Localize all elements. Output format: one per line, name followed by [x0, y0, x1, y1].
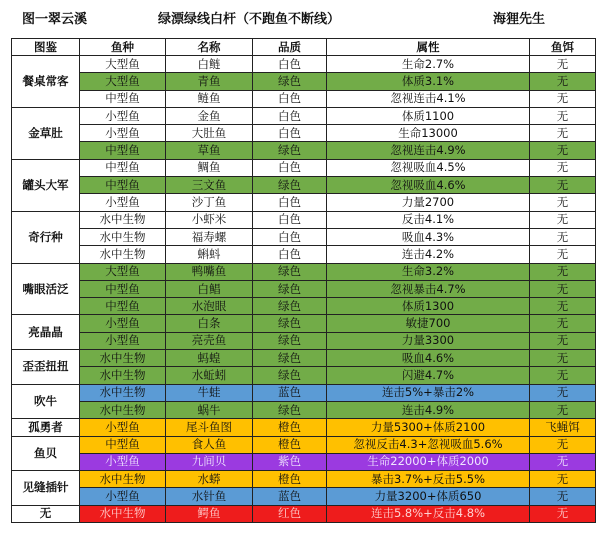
attribute-cell: 力量2700: [327, 194, 530, 211]
bait-cell: 无: [530, 436, 596, 453]
fish-table: [11, 38, 596, 523]
fish-name-cell: 水蚯蚓: [166, 367, 253, 384]
fish-name-cell: 鸭嘴鱼: [166, 263, 253, 280]
fish-type-cell: 水中生物: [80, 505, 166, 522]
attribute-cell: 体质1300: [327, 298, 530, 315]
bait-cell: 无: [530, 350, 596, 367]
bait-cell: 无: [530, 211, 596, 228]
header: [0, 0, 604, 38]
bait-cell: 无: [530, 246, 596, 263]
fish-type-cell: 中型鱼: [80, 436, 166, 453]
quality-cell: 白色: [253, 125, 327, 142]
quality-cell: 绿色: [253, 401, 327, 418]
bait-cell: 无: [530, 315, 596, 332]
attribute-cell: 生命13000: [327, 125, 530, 142]
quality-cell: 白色: [253, 159, 327, 176]
fish-name-cell: 鳄鱼: [166, 505, 253, 522]
column-header: 品质: [253, 39, 327, 56]
table-row: [12, 384, 596, 401]
fish-type-cell: 水中生物: [80, 401, 166, 418]
attribute-cell: 生命22000+体质2000: [327, 453, 530, 470]
fish-type-cell: 小型鱼: [80, 125, 166, 142]
attribute-cell: 连击4.2%: [327, 246, 530, 263]
attribute-cell: 吸血4.6%: [327, 350, 530, 367]
fish-type-cell: 小型鱼: [80, 107, 166, 124]
collection-group-cell: 嘴眼活泛: [12, 263, 80, 315]
attribute-cell: 忽视反击4.3+忽视吸血5.6%: [327, 436, 530, 453]
fish-name-cell: 九间贝: [166, 453, 253, 470]
table-row: [12, 228, 596, 245]
collection-group-cell: 歪歪扭扭: [12, 350, 80, 385]
collection-group-cell: 罐头大军: [12, 159, 80, 211]
fish-name-cell: 水蟒: [166, 471, 253, 488]
fish-type-cell: 水中生物: [80, 246, 166, 263]
author-label: 图一翠云溪: [22, 12, 88, 27]
fish-name-cell: 食人鱼: [166, 436, 253, 453]
quality-cell: 白色: [253, 211, 327, 228]
table-row: [12, 419, 596, 436]
attribute-cell: 敏捷700: [327, 315, 530, 332]
fish-type-cell: 小型鱼: [80, 453, 166, 470]
attribute-cell: 力量3300: [327, 332, 530, 349]
fish-type-cell: 水中生物: [80, 228, 166, 245]
quality-cell: 白色: [253, 56, 327, 73]
bait-cell: 无: [530, 177, 596, 194]
fish-name-cell: 沙丁鱼: [166, 194, 253, 211]
table-row: [12, 73, 596, 90]
quality-cell: 绿色: [253, 350, 327, 367]
fish-name-cell: 蚂蝗: [166, 350, 253, 367]
fish-name-cell: 鲢鱼: [166, 90, 253, 107]
page-title: 绿漂绿线白杆（不跑鱼不断线）: [158, 12, 341, 27]
bait-cell: 无: [530, 453, 596, 470]
table-row: [12, 194, 596, 211]
fish-type-cell: 小型鱼: [80, 332, 166, 349]
bait-cell: 无: [530, 332, 596, 349]
attribute-cell: 闪避4.7%: [327, 367, 530, 384]
quality-cell: 橙色: [253, 471, 327, 488]
fish-name-cell: 小虾米: [166, 211, 253, 228]
table-row: [12, 298, 596, 315]
attribute-cell: 连击5.8%+反击4.8%: [327, 505, 530, 522]
fish-type-cell: 中型鱼: [80, 177, 166, 194]
fish-name-cell: 蜗牛: [166, 401, 253, 418]
table-row: [12, 505, 596, 522]
fish-type-cell: 水中生物: [80, 211, 166, 228]
bait-cell: 无: [530, 263, 596, 280]
table-row: [12, 159, 596, 176]
fish-type-cell: 大型鱼: [80, 263, 166, 280]
fish-type-cell: 水中生物: [80, 384, 166, 401]
table-row: [12, 488, 596, 505]
attribute-cell: 忽视吸血4.5%: [327, 159, 530, 176]
column-header: 图鉴: [12, 39, 80, 56]
bait-cell: 无: [530, 107, 596, 124]
fish-name-cell: 三文鱼: [166, 177, 253, 194]
table-row: [12, 263, 596, 280]
fish-type-cell: 中型鱼: [80, 298, 166, 315]
bait-cell: 无: [530, 159, 596, 176]
bait-cell: 飞蝇饵: [530, 419, 596, 436]
fish-name-cell: 金鱼: [166, 107, 253, 124]
table-row: [12, 280, 596, 297]
quality-cell: 绿色: [253, 280, 327, 297]
quality-cell: 蓝色: [253, 384, 327, 401]
fish-type-cell: 大型鱼: [80, 73, 166, 90]
quality-cell: 橙色: [253, 436, 327, 453]
fish-name-cell: 福寿螺: [166, 228, 253, 245]
bait-cell: 无: [530, 125, 596, 142]
fish-type-cell: 水中生物: [80, 367, 166, 384]
quality-cell: 绿色: [253, 367, 327, 384]
bait-cell: 无: [530, 142, 596, 159]
bait-cell: 无: [530, 401, 596, 418]
quality-cell: 白色: [253, 107, 327, 124]
quality-cell: 绿色: [253, 177, 327, 194]
fish-type-cell: 水中生物: [80, 350, 166, 367]
column-header: 属性: [327, 39, 530, 56]
quality-cell: 蓝色: [253, 488, 327, 505]
fish-name-cell: 亮壳鱼: [166, 332, 253, 349]
quality-cell: 白色: [253, 228, 327, 245]
bait-cell: 无: [530, 505, 596, 522]
table-row: [12, 142, 596, 159]
column-header: 名称: [166, 39, 253, 56]
collection-group-cell: 餐桌常客: [12, 56, 80, 108]
fish-type-cell: 中型鱼: [80, 90, 166, 107]
table-row: [12, 401, 596, 418]
quality-cell: 绿色: [253, 263, 327, 280]
table-row: [12, 90, 596, 107]
fish-name-cell: 草鱼: [166, 142, 253, 159]
collection-group-cell: 吹牛: [12, 384, 80, 419]
quality-cell: 白色: [253, 194, 327, 211]
quality-cell: 紫色: [253, 453, 327, 470]
attribute-cell: 生命2.7%: [327, 56, 530, 73]
fish-name-cell: 青鱼: [166, 73, 253, 90]
quality-cell: 绿色: [253, 142, 327, 159]
attribute-cell: 忽视连击4.1%: [327, 90, 530, 107]
bait-cell: 无: [530, 384, 596, 401]
table-header-row: [12, 39, 596, 56]
fish-name-cell: 水针鱼: [166, 488, 253, 505]
table-row: [12, 436, 596, 453]
attribute-cell: 力量5300+体质2100: [327, 419, 530, 436]
fish-name-cell: 白鲢: [166, 56, 253, 73]
fish-name-cell: 水泡眼: [166, 298, 253, 315]
attribute-cell: 生命3.2%: [327, 263, 530, 280]
table-row: [12, 56, 596, 73]
fish-name-cell: 蝌蚪: [166, 246, 253, 263]
collection-group-cell: 孤勇者: [12, 419, 80, 436]
fish-name-cell: 大肚鱼: [166, 125, 253, 142]
fish-name-cell: 尾斗鱼图: [166, 419, 253, 436]
quality-cell: 橙色: [253, 419, 327, 436]
table-row: [12, 367, 596, 384]
collection-group-cell: 鱼贝: [12, 436, 80, 471]
attribute-cell: 体质3.1%: [327, 73, 530, 90]
table-row: [12, 125, 596, 142]
table-row: [12, 177, 596, 194]
attribute-cell: 反击4.1%: [327, 211, 530, 228]
fish-name-cell: 鲷鱼: [166, 159, 253, 176]
attribute-cell: 力量3200+体质650: [327, 488, 530, 505]
bait-cell: 无: [530, 73, 596, 90]
fish-type-cell: 中型鱼: [80, 159, 166, 176]
bait-cell: 无: [530, 298, 596, 315]
attribute-cell: 忽视暴击4.7%: [327, 280, 530, 297]
fish-type-cell: 小型鱼: [80, 315, 166, 332]
fish-type-cell: 小型鱼: [80, 194, 166, 211]
bait-cell: 无: [530, 194, 596, 211]
column-header: 鱼饵: [530, 39, 596, 56]
collection-group-cell: 金草肚: [12, 107, 80, 159]
bait-cell: 无: [530, 56, 596, 73]
fish-type-cell: 小型鱼: [80, 419, 166, 436]
quality-cell: 绿色: [253, 73, 327, 90]
bait-cell: 无: [530, 228, 596, 245]
credit-label: 海狸先生: [493, 12, 546, 27]
fish-type-cell: 中型鱼: [80, 280, 166, 297]
table-row: [12, 211, 596, 228]
quality-cell: 红色: [253, 505, 327, 522]
collection-group-cell: 见缝插针: [12, 471, 80, 506]
fish-type-cell: 中型鱼: [80, 142, 166, 159]
table-row: [12, 350, 596, 367]
attribute-cell: 体质1100: [327, 107, 530, 124]
fish-name-cell: 牛蛙: [166, 384, 253, 401]
table-row: [12, 246, 596, 263]
fish-name-cell: 白条: [166, 315, 253, 332]
fish-type-cell: 小型鱼: [80, 488, 166, 505]
attribute-cell: 忽视吸血4.6%: [327, 177, 530, 194]
table-row: [12, 315, 596, 332]
table-row: [12, 471, 596, 488]
quality-cell: 绿色: [253, 315, 327, 332]
fish-type-cell: 大型鱼: [80, 56, 166, 73]
bait-cell: 无: [530, 90, 596, 107]
quality-cell: 白色: [253, 90, 327, 107]
attribute-cell: 忽视连击4.9%: [327, 142, 530, 159]
fish-type-cell: 水中生物: [80, 471, 166, 488]
fish-name-cell: 白鲳: [166, 280, 253, 297]
table-row: [12, 453, 596, 470]
attribute-cell: 吸血4.3%: [327, 228, 530, 245]
quality-cell: 绿色: [253, 332, 327, 349]
quality-cell: 白色: [253, 246, 327, 263]
attribute-cell: 连击4.9%: [327, 401, 530, 418]
bait-cell: 无: [530, 471, 596, 488]
collection-group-cell: 奇行种: [12, 211, 80, 263]
bait-cell: 无: [530, 367, 596, 384]
collection-group-cell: 无: [12, 505, 80, 522]
attribute-cell: 连击5%+暴击2%: [327, 384, 530, 401]
collection-group-cell: 亮晶晶: [12, 315, 80, 350]
table-row: [12, 332, 596, 349]
bait-cell: 无: [530, 280, 596, 297]
quality-cell: 绿色: [253, 298, 327, 315]
bait-cell: 无: [530, 488, 596, 505]
attribute-cell: 暴击3.7%+反击5.5%: [327, 471, 530, 488]
column-header: 鱼种: [80, 39, 166, 56]
table-row: [12, 107, 596, 124]
